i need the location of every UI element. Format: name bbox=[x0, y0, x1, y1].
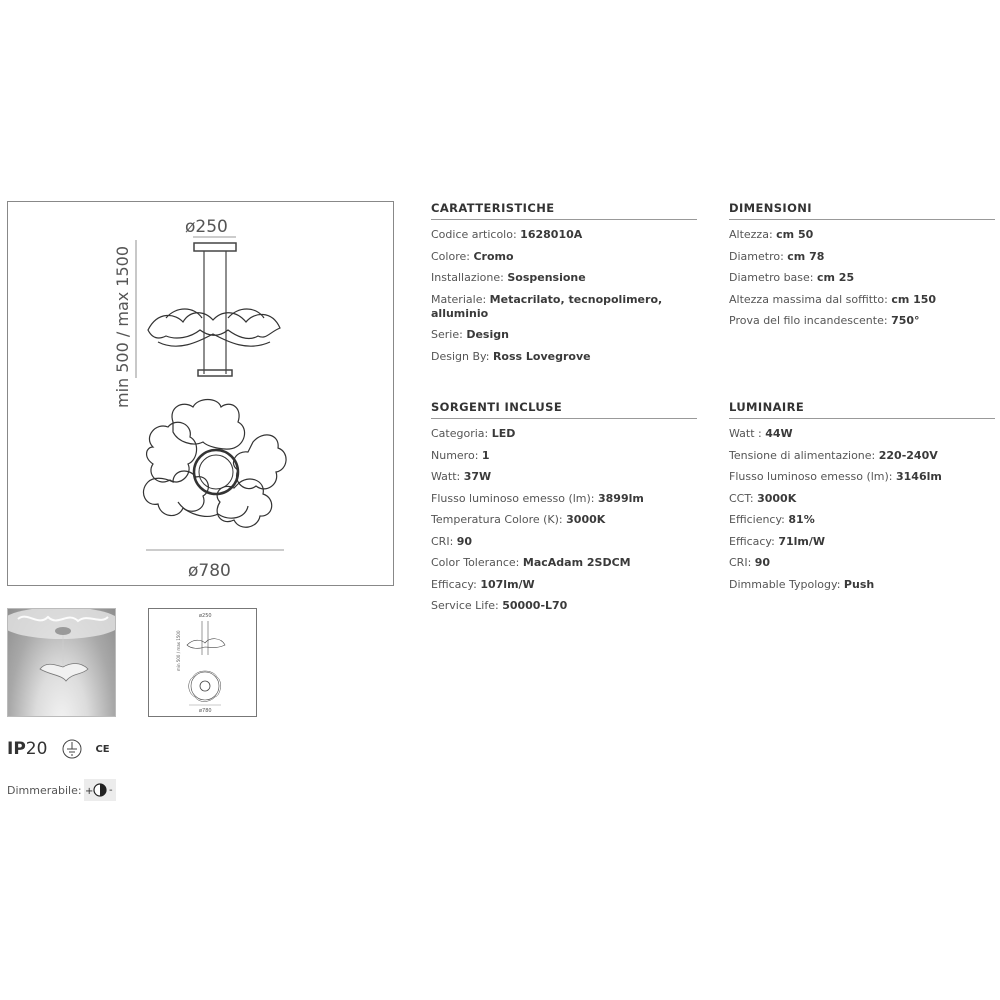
spec-row-cri: CRI: 90 bbox=[729, 556, 771, 569]
bottom-diameter-label: ø780 bbox=[188, 561, 231, 581]
spec-row-materiale: Materiale: Metacrilato, tecnopolimero, alluminio bbox=[431, 292, 663, 320]
spec-row-altezza-massima: Altezza massima dal soffitto: cm 150 bbox=[729, 292, 937, 306]
base-ring-shape bbox=[198, 370, 232, 376]
spec-row-flusso: Flusso luminoso emesso (lm): 3146lm bbox=[729, 470, 942, 483]
spec-row-efficacy: Efficacy: 107lm/W bbox=[431, 577, 535, 591]
spec-row-prova-filo: Prova del filo incandescente: 750° bbox=[729, 314, 920, 327]
top-diameter-label: ø250 bbox=[185, 217, 228, 237]
spec-row-cct: CCT: 3000K bbox=[729, 491, 797, 505]
section-title: LUMINAIRE bbox=[729, 400, 995, 419]
dimmable-label: Dimmerabile: bbox=[7, 783, 82, 797]
dimmable-row bbox=[7, 779, 116, 801]
spec-row-temperatura: Temperatura Colore (K): 3000K bbox=[431, 513, 606, 526]
product-photo-thumbnail[interactable] bbox=[7, 608, 116, 717]
section-title: DIMENSIONI bbox=[729, 201, 995, 220]
spec-row-tensione: Tensione di alimentazione: 220-240V bbox=[729, 448, 938, 462]
spec-row-numero: Numero: 1 bbox=[431, 448, 490, 462]
technical-drawing bbox=[7, 201, 394, 586]
section-caratteristiche bbox=[431, 201, 697, 371]
spec-row-color-tolerance: Color Tolerance: MacAdam 2SDCM bbox=[431, 556, 631, 569]
spec-row-dimmable-typology: Dimmable Typology: Push bbox=[729, 577, 875, 591]
section-sorgenti-incluse bbox=[431, 400, 697, 621]
spec-row-watt: Watt : 44W bbox=[729, 427, 793, 440]
spec-row-efficiency: Efficiency: 81% bbox=[729, 513, 815, 526]
height-dimension-label: min 500 / max 1500 bbox=[113, 245, 132, 408]
thumb-bottom-diameter-label: ø780 bbox=[199, 708, 212, 714]
spec-row-serie: Serie: Design bbox=[431, 328, 509, 341]
ip-rating-row bbox=[7, 738, 110, 760]
section-dimensioni bbox=[729, 201, 995, 336]
spec-row-colore: Colore: Cromo bbox=[431, 249, 514, 263]
ce-mark-icon: CE bbox=[95, 743, 110, 755]
spec-row-diametro: Diametro: cm 78 bbox=[729, 249, 825, 263]
section-title: SORGENTI INCLUSE bbox=[431, 400, 697, 419]
spec-row-design-by: Design By: Ross Lovegrove bbox=[431, 349, 591, 363]
ground-symbol-icon bbox=[61, 738, 83, 760]
thumb-top-diameter-label: ø250 bbox=[199, 613, 212, 619]
spec-row-categoria: Categoria: LED bbox=[431, 427, 516, 440]
svg-text:+: + bbox=[84, 786, 93, 797]
spec-row-efficacy: Efficacy: 71lm/W bbox=[729, 534, 826, 548]
technical-drawing-thumbnail[interactable] bbox=[148, 608, 257, 717]
spec-row-altezza: Altezza: cm 50 bbox=[729, 228, 814, 241]
spec-row-watt: Watt: 37W bbox=[431, 470, 492, 483]
svg-text:-: - bbox=[108, 785, 113, 796]
canopy-shape bbox=[194, 243, 236, 251]
spec-row-flusso: Flusso luminoso emesso (lm): 3899lm bbox=[431, 491, 644, 505]
spec-row-installazione: Installazione: Sospensione bbox=[431, 271, 586, 284]
section-luminaire bbox=[729, 400, 995, 599]
technical-drawing-svg bbox=[8, 202, 395, 587]
spec-row-diametro-base: Diametro base: cm 25 bbox=[729, 271, 855, 284]
product-photo-art bbox=[8, 609, 115, 716]
ip-rating: IP20 bbox=[7, 739, 48, 759]
dimmer-icon bbox=[84, 779, 116, 801]
spec-row-cri: CRI: 90 bbox=[431, 534, 473, 548]
side-view-petals bbox=[148, 309, 280, 346]
spec-row-service-life: Service Life: 50000-L70 bbox=[431, 599, 568, 612]
thumb-height-label: min 500 / max 1500 bbox=[176, 630, 181, 671]
top-view-petals bbox=[143, 400, 286, 528]
technical-drawing-thumbnail-art bbox=[149, 609, 256, 716]
section-title: CARATTERISTICHE bbox=[431, 201, 697, 220]
spec-row-codice: Codice articolo: 1628010A bbox=[431, 228, 583, 241]
